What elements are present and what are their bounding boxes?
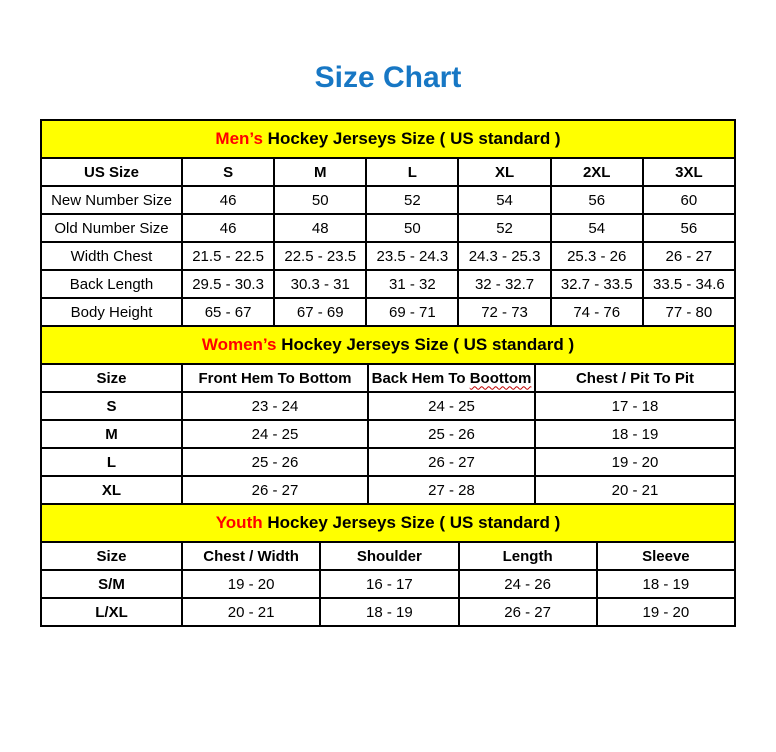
table-row bbox=[41, 298, 735, 326]
value-cell: 65 - 67 bbox=[182, 298, 274, 326]
table-row bbox=[41, 448, 735, 476]
value-cell: 22.5 - 23.5 bbox=[274, 242, 366, 270]
header-cell: Shoulder bbox=[320, 542, 458, 570]
youth-banner-highlight: Youth bbox=[215, 513, 263, 532]
womens-banner-highlight: Women’s bbox=[201, 335, 277, 354]
value-cell: 32 - 32.7 bbox=[458, 270, 550, 298]
womens-header-row bbox=[41, 364, 735, 392]
youth-header-row bbox=[41, 542, 735, 570]
value-cell: 48 bbox=[274, 214, 366, 242]
header-cell: S bbox=[182, 158, 274, 186]
value-cell: 54 bbox=[458, 186, 550, 214]
value-cell: 72 - 73 bbox=[458, 298, 550, 326]
womens-table-body bbox=[41, 392, 735, 504]
womens-size-table bbox=[40, 325, 736, 505]
value-cell: 30.3 - 31 bbox=[274, 270, 366, 298]
value-cell: 46 bbox=[182, 214, 274, 242]
value-cell: 18 - 19 bbox=[597, 570, 735, 598]
value-cell: 25.3 - 26 bbox=[551, 242, 643, 270]
value-cell: 20 - 21 bbox=[535, 476, 735, 504]
youth-banner-text: Hockey Jerseys Size ( US standard ) bbox=[262, 513, 561, 532]
value-cell: 26 - 27 bbox=[459, 598, 597, 626]
header-cell: Size bbox=[41, 364, 182, 392]
header-cell: Size bbox=[41, 542, 182, 570]
value-cell: 69 - 71 bbox=[366, 298, 458, 326]
value-cell: 19 - 20 bbox=[597, 598, 735, 626]
header-cell: Chest / Width bbox=[182, 542, 320, 570]
value-cell: 50 bbox=[366, 214, 458, 242]
row-label: L bbox=[41, 448, 182, 476]
value-cell: 77 - 80 bbox=[643, 298, 735, 326]
row-label: XL bbox=[41, 476, 182, 504]
header-cell: Length bbox=[459, 542, 597, 570]
womens-banner bbox=[41, 326, 735, 364]
row-label: M bbox=[41, 420, 182, 448]
header-cell: L bbox=[366, 158, 458, 186]
header-cell: Chest / Pit To Pit bbox=[535, 364, 735, 392]
value-cell: 24 - 26 bbox=[459, 570, 597, 598]
value-cell: 24 - 25 bbox=[182, 420, 368, 448]
row-label: New Number Size bbox=[41, 186, 182, 214]
table-row bbox=[41, 186, 735, 214]
value-cell: 16 - 17 bbox=[320, 570, 458, 598]
header-cell: Front Hem To Bottom bbox=[182, 364, 368, 392]
value-cell: 52 bbox=[366, 186, 458, 214]
value-cell: 31 - 32 bbox=[366, 270, 458, 298]
value-cell: 56 bbox=[643, 214, 735, 242]
youth-table-body bbox=[41, 570, 735, 626]
row-label: S/M bbox=[41, 570, 182, 598]
mens-banner-text: Hockey Jerseys Size ( US standard ) bbox=[262, 129, 561, 148]
header-cell: M bbox=[274, 158, 366, 186]
value-cell: 33.5 - 34.6 bbox=[643, 270, 735, 298]
header-cell: XL bbox=[458, 158, 550, 186]
value-cell: 18 - 19 bbox=[320, 598, 458, 626]
table-row bbox=[41, 420, 735, 448]
table-row bbox=[41, 392, 735, 420]
value-cell: 20 - 21 bbox=[182, 598, 320, 626]
value-cell: 26 - 27 bbox=[368, 448, 535, 476]
value-cell: 24 - 25 bbox=[368, 392, 535, 420]
value-cell: 74 - 76 bbox=[551, 298, 643, 326]
mens-header-row bbox=[41, 158, 735, 186]
value-cell: 27 - 28 bbox=[368, 476, 535, 504]
table-row bbox=[41, 598, 735, 626]
youth-banner bbox=[41, 504, 735, 542]
value-cell: 19 - 20 bbox=[182, 570, 320, 598]
size-chart-page bbox=[0, 60, 776, 752]
mens-banner-row bbox=[41, 120, 735, 158]
header-cell: US Size bbox=[41, 158, 182, 186]
value-cell: 18 - 19 bbox=[535, 420, 735, 448]
youth-size-table bbox=[40, 503, 736, 627]
value-cell: 50 bbox=[274, 186, 366, 214]
value-cell: 17 - 18 bbox=[535, 392, 735, 420]
header-cell: Sleeve bbox=[597, 542, 735, 570]
row-label: Back Length bbox=[41, 270, 182, 298]
value-cell: 24.3 - 25.3 bbox=[458, 242, 550, 270]
table-row bbox=[41, 242, 735, 270]
row-label: Old Number Size bbox=[41, 214, 182, 242]
value-cell: 25 - 26 bbox=[182, 448, 368, 476]
value-cell: 60 bbox=[643, 186, 735, 214]
misspelled-word: Boottom bbox=[469, 369, 532, 387]
value-cell: 26 - 27 bbox=[182, 476, 368, 504]
womens-banner-text: Hockey Jerseys Size ( US standard ) bbox=[276, 335, 575, 354]
value-cell: 52 bbox=[458, 214, 550, 242]
womens-banner-row bbox=[41, 326, 735, 364]
youth-banner-row bbox=[41, 504, 735, 542]
row-label: L/XL bbox=[41, 598, 182, 626]
row-label: Width Chest bbox=[41, 242, 182, 270]
mens-banner-highlight: Men’s bbox=[215, 129, 263, 148]
value-cell: 56 bbox=[551, 186, 643, 214]
page-title: Size Chart bbox=[314, 61, 462, 94]
value-cell: 26 - 27 bbox=[643, 242, 735, 270]
table-row bbox=[41, 270, 735, 298]
header-cell: 2XL bbox=[551, 158, 643, 186]
header-cell: 3XL bbox=[643, 158, 735, 186]
table-row bbox=[41, 476, 735, 504]
table-row bbox=[41, 214, 735, 242]
header-cell: Back Hem To Boottom bbox=[368, 364, 535, 392]
value-cell: 32.7 - 33.5 bbox=[551, 270, 643, 298]
row-label: S bbox=[41, 392, 182, 420]
mens-banner bbox=[41, 120, 735, 158]
table-row bbox=[41, 570, 735, 598]
value-cell: 19 - 20 bbox=[535, 448, 735, 476]
value-cell: 23.5 - 24.3 bbox=[366, 242, 458, 270]
size-chart-tables bbox=[40, 119, 736, 627]
mens-size-table bbox=[40, 119, 736, 327]
value-cell: 21.5 - 22.5 bbox=[182, 242, 274, 270]
mens-table-body bbox=[41, 186, 735, 326]
value-cell: 29.5 - 30.3 bbox=[182, 270, 274, 298]
row-label: Body Height bbox=[41, 298, 182, 326]
value-cell: 23 - 24 bbox=[182, 392, 368, 420]
value-cell: 25 - 26 bbox=[368, 420, 535, 448]
value-cell: 54 bbox=[551, 214, 643, 242]
value-cell: 67 - 69 bbox=[274, 298, 366, 326]
value-cell: 46 bbox=[182, 186, 274, 214]
